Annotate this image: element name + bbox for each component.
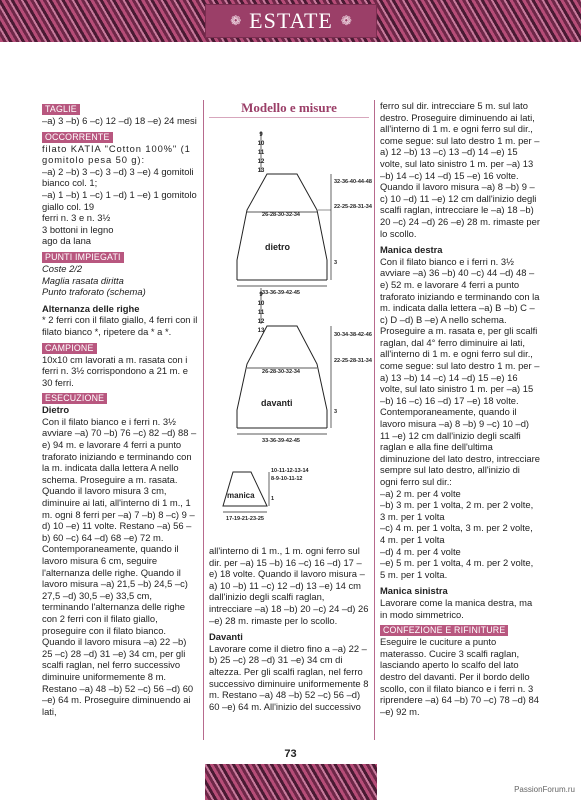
dietro-shape: [237, 132, 331, 286]
length-label: 3: [334, 260, 338, 266]
width-label: 33-36-39-42-45: [262, 438, 300, 444]
occorrente-line: 3 bottoni in legno: [42, 223, 114, 235]
punto-item: Punto traforato (schema): [42, 286, 146, 298]
alternanza-heading: Alternanza delle righe: [42, 302, 140, 314]
manica-length-label: 1: [271, 496, 275, 502]
middle-column-header: [209, 100, 369, 124]
length-label: 30-34-38-42-46: [334, 332, 372, 338]
neck-height-label: 13: [257, 168, 265, 174]
neck-height-label: 11: [257, 150, 265, 156]
occorrente-line: ago da lana: [42, 235, 92, 247]
neck-height-label: 11: [257, 310, 265, 316]
length-label: 22-25-28-31-34: [334, 358, 372, 364]
top-banner: [0, 0, 581, 42]
neck-height-label: 13: [257, 328, 265, 334]
neck-height-label: 9: [259, 132, 263, 138]
manica-length-label: 10-11-12-13-14: [271, 468, 309, 474]
width-label: 26-28-30-32-34: [262, 369, 300, 375]
section-title: ESTATE: [249, 8, 333, 33]
occorrente-line: filato KATIA "Cotton 100%" (1 gomitolo pesa 50 g):: [42, 142, 191, 166]
width-label: 26-28-30-32-34: [262, 212, 300, 218]
davanti-text: Lavorare come il dietro fino a –a) 22 –b) 25 –c) 28 –d) 31 –e) 34 cm di altezza. Per gli scalfi raglan, nel ferro successivo diminuire uniformemente 8 m. Restano –a) 48 –b) 52 –c) 56 –d) 60 –e) 64 m. All'inizio del successivo: [209, 642, 369, 712]
confezione-heading: CONFEZIONE E RIFINITURE: [380, 625, 508, 636]
punto-item: Coste 2/2: [42, 262, 83, 274]
alternanza-text: * 2 ferri con il filato giallo, 4 ferri con il filato bianco *, ripetere da * a *.: [42, 314, 198, 337]
length-label: 22-25-28-31-34: [334, 204, 372, 210]
occorrente-line: ferri n. 3 e n. 3½: [42, 212, 111, 224]
manica-width-label: 17-19-21-23-25: [226, 516, 264, 522]
neck-height-label: 10: [257, 301, 265, 307]
page-number: 73: [284, 748, 297, 760]
bottom-decorative-strip: [205, 764, 377, 800]
occorrente-line: –a) 2 –b) 3 –c) 3 –d) 3 –e) 4 gomitoli bianco col. 1;: [42, 165, 194, 189]
dietro-heading: Dietro: [42, 404, 70, 416]
taglie-text: –a) 3 –b) 6 –c) 12 –d) 18 –e) 24 mesi: [42, 115, 197, 126]
dietro-continued-text: all'interno di 1 m., 1 m. ogni ferro sul dir. per –a) 15 –b) 16 –c) 16 –d) 17 –e) 18 volte. Quando il lavoro misura –a) 10 –b) 11 –c) 12 –d) 13 –e) 14 cm dall'inizio degli scalfi raglan, intrecciare –a) 18 –b) 20 –c) 24 –d) 26 –e) 28 m. rimaste per lo scollo.: [209, 545, 369, 626]
measurement-diagram: [209, 128, 374, 536]
schema-svg: [209, 128, 374, 536]
davanti-shape: [237, 288, 331, 434]
occorrente-line: –a) 1 –b) 1 –c) 1 –d) 1 –e) 1 gomitolo giallo col. 19: [42, 188, 197, 212]
flower-ornament-icon: ❁: [230, 13, 242, 29]
manica-length-label: 8-9-10-11-12: [271, 476, 303, 482]
bind-off-list-item: –a) 2 m. per 4 volte: [380, 487, 461, 499]
flower-ornament-icon: ❁: [340, 13, 352, 29]
middle-column-text: [209, 545, 369, 712]
campione-heading: CAMPIONE: [42, 343, 97, 354]
dietro-label: dietro: [265, 242, 291, 252]
column-divider: [203, 100, 204, 740]
dietro-text: Con il filato bianco e i ferri n. 3½ avviare –a) 70 –b) 76 –c) 82 –d) 88 –e) 94 m. e lavorare 4 ferri a punto traforato iniziando e terminando con la m. indicata dalla lettera A nello schema. Proseguire a m. rasata. Quando il lavoro misura 3 cm, diminuire ai lati, all'interno di 1 m., 1 m. ogni 8 ferri per –a) 7 –b) 8 –c) 9 –d) 10 –e) 11 volte. Restano –a) 56 –b) 60 –c) 64 –d) 68 –e) 72 m. Contemporaneamente, quando il lavoro misura 6 cm, seguire l'alternanza delle righe. Quando il lavoro misura –a) 21,5 –b) 24,5 –c) 27,5 –d) 30,5 –e) 33,5 cm, terminando l'alternanza delle righe con 2 ferri con il filato giallo, proseguire con il filato bianco. Quando il lavoro misura –a) 22 –b) 25 –c) 28 –d) 31 –e) 34 cm, per gli scalfi raglan, nel ferro successivo diminuire uniformemente 8 m. Restano –a) 48 –b) 52 –c) 56 –d) 60 –e) 64 m. Proseguire diminuendo ai lati,: [42, 415, 197, 717]
watermark: PassionForum.ru: [514, 785, 575, 794]
punti-heading: PUNTI IMPIEGATI: [42, 252, 124, 263]
occorrente-heading: OCCORRENTE: [42, 132, 113, 143]
bind-off-list-item: –e) 5 m. per 1 volta, 4 m. per 2 volte, 5 m. per 1 volta.: [380, 557, 534, 580]
punto-item: Maglia rasata diritta: [42, 274, 124, 286]
manica-sinistra-heading: Manica sinistra: [380, 585, 448, 597]
bind-off-list-item: –d) 4 m. per 4 volte: [380, 545, 461, 557]
manica-destra-text: Con il filato bianco e i ferri n. 3½ avviare –a) 36 –b) 40 –c) 44 –d) 48 –e) 52 m. e lavorare 4 ferri a punto traforato iniziando e terminando con la m. indicata dalla lettera –a) B –b) C –c) D –d) B –e) A nello schema. Proseguire a m. rasata e, per gli scalfi raglan, dal 4° ferro diminuire ai lati, all'interno di 1 m. e ogni ferro sul dir., come segue: sul lato destro 1 m. per –a) 13 –b) 14 –c) 14 –d) 15 –e) 16 volte, sul lato sinistro 1 m. per –a) 15 –b) 16 –c) 16 –d) 17 –e) 18 volte. Contemporaneamente, quando il lavoro misura –a) 8 –b) 9 –c) 10 –d) 11 –e) 12 cm dall'inizio degli scalfi raglan e alla fine dell'ultima diminuzione del lato destro, intrecciare sempre sul lato destro, all'inizio di ogni ferro sul dir.:: [380, 255, 540, 487]
davanti-label: davanti: [261, 398, 293, 408]
right-column: [380, 100, 540, 717]
bind-off-list-item: –c) 4 m. per 1 volta, 3 m. per 2 volte, 4 m. per 1 volta: [380, 522, 533, 545]
campione-text: 10x10 cm lavorati a m. rasata con i ferri n. 3½ corrispondono a 21 m. e 30 ferri.: [42, 353, 188, 388]
modello-misure-title: Modello e misure: [209, 100, 369, 118]
esecuzione-heading: ESECUZIONE: [42, 393, 107, 404]
length-label: 32-36-40-44-48: [334, 179, 372, 185]
manica-destra-heading: Manica destra: [380, 244, 443, 256]
left-column: [42, 100, 198, 717]
confezione-text: Eseguire le cuciture a punto materasso. Cucire 3 scalfi raglan, lasciando aperto lo scalfo del lato destro del davanti. Per il bordo dello scollo, con il filato bianco e i ferri n. 3 riprendere –a) 64 –b) 70 –c) 78 –d) 84 –e) 92 m.: [380, 636, 539, 717]
column-divider: [374, 100, 375, 740]
manica-sinistra-text: Lavorare come la manica destra, ma in modo simmetrico.: [380, 596, 533, 620]
taglie-heading: TAGLIE: [42, 104, 80, 115]
neck-height-label: 9: [259, 292, 263, 298]
manica-label: manica: [227, 491, 255, 500]
neck-height-label: 12: [257, 159, 265, 165]
bind-off-list-item: –b) 3 m. per 1 volta, 2 m. per 2 volte, 3 m. per 1 volta: [380, 499, 534, 522]
length-label: 3: [334, 409, 338, 415]
davanti-continued-text: ferro sul dir. intrecciare 5 m. sul lato destro. Proseguire diminuendo ai lati, all'interno di 1 m. e ogni ferro sul dir., come segue: sul lato destro 1 m. per –a) 12 –b) 13 –c) 13 –d) 14 –e) 15 volte, sul lato sinistro 1 m. per –a) 13 –b) 14 –c) 14 –d) 15 –e) 16 volte. Quando il lavoro misura –a) 8 –b) 9 –c) 10 –d) 11 –e) 12 cm dall'inizio degli scalfi raglan, intrecciare le –a) 18 –b) 20 –c) 24 –d) 26 –e) 28 m. rimaste per lo scollo.: [380, 100, 540, 239]
neck-height-label: 10: [257, 141, 265, 147]
davanti-heading: Davanti: [209, 631, 243, 643]
section-banner: [205, 4, 377, 38]
neck-height-label: 12: [257, 319, 265, 325]
width-label: 33-36-39-42-45: [262, 290, 300, 296]
